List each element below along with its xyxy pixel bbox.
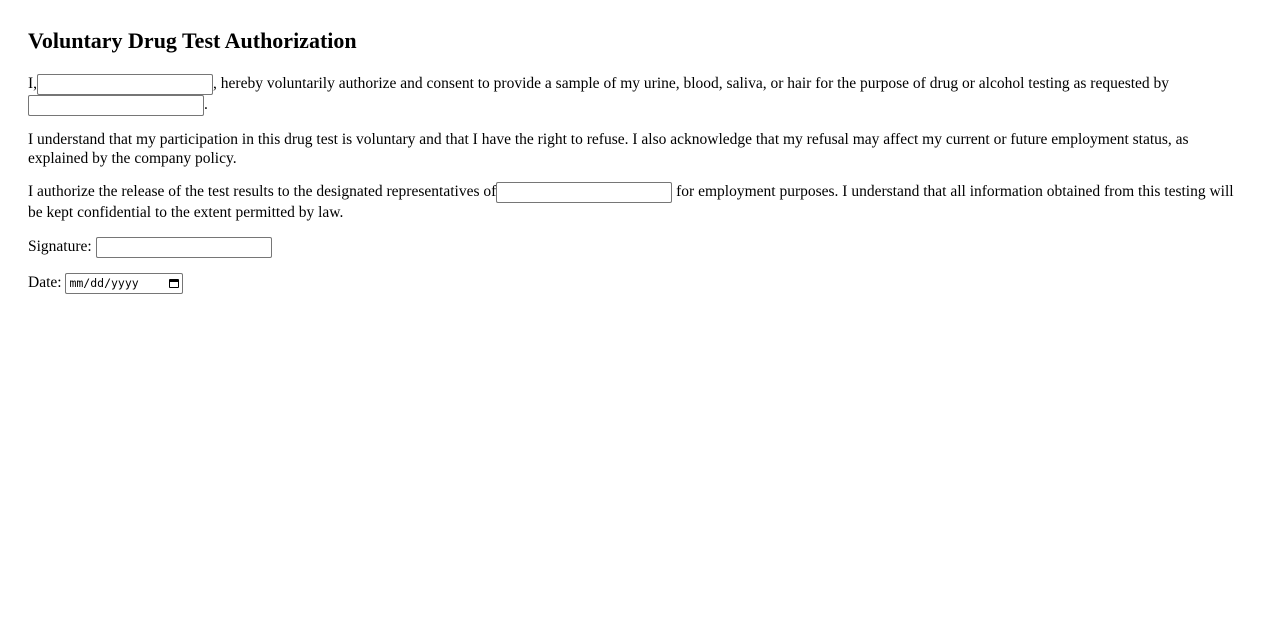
company-input[interactable] xyxy=(496,182,672,203)
consent-text: , hereby voluntarily authorize and consent to provide a sample of my urine, blood, saliva, or hair for the purpose of drug or alcohol testing as requested by xyxy=(213,75,1170,93)
voluntary-paragraph: I understand that my participation in this drug test is voluntary and that I have the right to refuse. I also acknowledge that my refusal may affect my current or future employment status, as explained by the company policy. xyxy=(28,131,1189,167)
date-input[interactable] xyxy=(65,273,183,294)
employee-name-input[interactable] xyxy=(37,74,213,95)
date-label: Date: xyxy=(28,274,62,291)
page-title: Voluntary Drug Test Authorization xyxy=(28,28,357,53)
signature-row xyxy=(28,236,1250,258)
date-row xyxy=(28,272,1250,294)
signature-input[interactable] xyxy=(96,237,272,258)
date-placeholder: mm/dd/yyyy xyxy=(69,276,139,291)
release-prefix: I authorize the release of the test results to the designated representatives of xyxy=(28,183,497,201)
release-paragraph xyxy=(28,182,1250,222)
signature-label: Signature: xyxy=(28,238,92,255)
requester-input[interactable] xyxy=(28,95,204,116)
consent-suffix: . xyxy=(204,96,208,114)
calendar-icon[interactable] xyxy=(169,279,179,288)
consent-paragraph xyxy=(28,74,1250,116)
release-text: for employment purposes. I understand that all information obtained from this testing will be kept confidential to the extent permitted by law. xyxy=(28,183,1234,221)
consent-prefix: I, xyxy=(28,75,38,93)
